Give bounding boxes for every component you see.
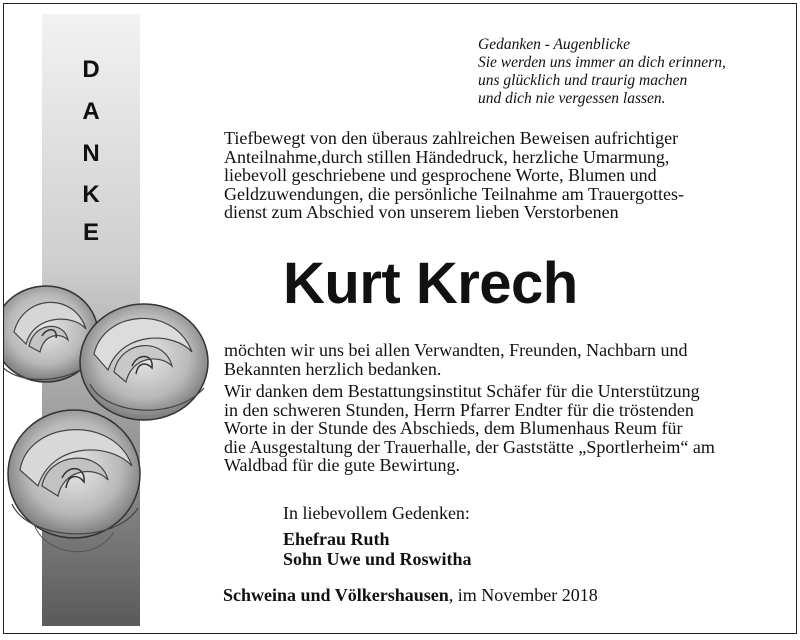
- further-thanks-line: Waldbad für die gute Bewirtung.: [224, 455, 460, 475]
- danke-letter-a: A: [82, 98, 100, 125]
- intro-line: liebevoll geschriebene und gesprochene Worte, Blumen und: [224, 165, 657, 185]
- place: Schweina und Völkershausen: [223, 585, 449, 605]
- further-thanks-paragraph: [224, 382, 784, 475]
- rose-bottom-icon: [8, 410, 140, 552]
- closing-line: In liebevollem Gedenken:: [283, 503, 470, 523]
- further-thanks-line: Wir danken dem Bestattungsinstitut Schäfer für die Unterstützung: [224, 381, 700, 401]
- further-thanks-line: Worte in der Stunde des Abschieds, dem Blumenhaus Reum für: [224, 418, 683, 438]
- signer-wife: Ehefrau Ruth: [283, 529, 390, 549]
- roses-illustration: [4, 274, 214, 594]
- danke-letter-d: D: [82, 56, 100, 83]
- poem-line: Gedanken - Augenblicke: [478, 36, 631, 53]
- danke-letter-n: N: [82, 140, 100, 167]
- intro-line: Tiefbewegt von den überaus zahlreichen Beweisen aufrichtiger: [224, 128, 679, 148]
- deceased-name: Kurt Krech: [283, 251, 578, 316]
- intro-line: Geldzuwendungen, die persönliche Teilnahme am Trauergottes-: [224, 183, 684, 204]
- intro-line: Anteilnahme,durch stillen Händedruck, herzliche Umarmung,: [224, 146, 670, 167]
- danke-letter-e: E: [82, 219, 99, 246]
- date: , im November 2018: [448, 585, 598, 605]
- thanks-line: Bekannten herzlich bedanken.: [224, 358, 442, 379]
- danke-letter-k: K: [82, 181, 100, 208]
- signer-son: Sohn Uwe und Roswitha: [283, 549, 472, 569]
- poem-line: uns glücklich und traurig machen: [478, 72, 688, 89]
- poem-block: [478, 36, 788, 108]
- rose-right-icon: [80, 304, 208, 420]
- poem-line: Sie werden uns immer an dich erinnern,: [478, 54, 726, 71]
- place-date-line: [223, 585, 598, 606]
- further-thanks-line: die Ausgestaltung der Trauerhalle, der Gaststätte „Sportlerheim“ am: [224, 436, 715, 457]
- obituary-card: [3, 3, 797, 634]
- thanks-paragraph: [224, 341, 784, 378]
- poem-line: und dich nie vergessen lassen.: [478, 90, 666, 107]
- further-thanks-line: in den schweren Stunden, Herrn Pfarrer Endter für die tröstenden: [224, 399, 694, 420]
- thanks-line: möchten wir uns bei allen Verwandten, Freunden, Nachbarn und: [224, 340, 688, 360]
- intro-line: dienst zum Abschied von unserem lieben Verstorbenen: [224, 202, 619, 222]
- intro-paragraph: [224, 129, 784, 222]
